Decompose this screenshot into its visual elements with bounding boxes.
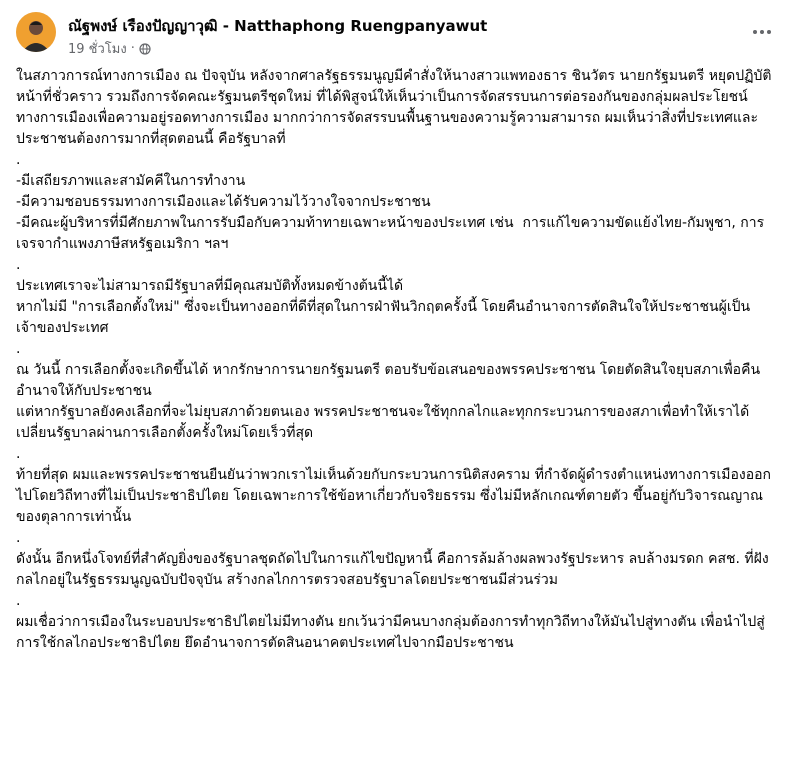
author-name[interactable]: ณัฐพงษ์ เรืองปัญญาวุฒิ - Natthaphong Ruengpanyawut: [68, 17, 488, 35]
paragraph: .: [16, 341, 21, 357]
paragraph: -มีเสถียรภาพและสามัคคีในการทำงาน: [16, 173, 246, 189]
paragraph: -มีความชอบธรรมทางการเมืองและได้รับความไว้วางใจจากประชาชน: [16, 194, 431, 210]
paragraph: ผมเชื่อว่าการเมืองในระบอบประชาธิปไตยไม่มีทางตัน ยกเว้นว่ามีคนบางกลุ่มต้องการทำทุกวิถีทางให้มันไปสู่ทางตัน เพื่อนำไปสู่การใช้กลไกอประชาธิปไตย ยึดอำนาจการตัดสินอนาคตประเทศไปจากมือประชาชน: [16, 614, 765, 651]
paragraph: .: [16, 152, 21, 168]
post-time[interactable]: 19 ชั่วโมง: [68, 42, 127, 57]
avatar[interactable]: [16, 12, 56, 52]
paragraph: -มีคณะผู้บริหารที่มีศักยภาพในการรับมือกับความท้าทายเฉพาะหน้าของประเทศ เช่น การแก้ไขความขัดแย้งไทย-กัมพูชา, การเจรจากำแพงภาษีสหรัฐอเมริกา ฯลฯ: [16, 215, 765, 252]
paragraph: ในสภาวการณ์ทางการเมือง ณ ปัจจุบัน หลังจากศาลรัฐธรรมนูญมีคำสั่งให้นางสาวแพทองธาร ชินวัตร นายกรัฐมนตรี หยุดปฏิบัติหน้าที่ชั่วคราว รวมถึงการจัดคณะรัฐมนตรีชุดใหม่ ที่ได้พิสูจน์ให้เห็นว่าเป็นการจัดสรรบนการต่อรองกันของกลุ่มผลประโยชน์ทางการเมืองเพื่อความอยู่รอดทางการเมือง มากกว่าการจัดสรรบนพื้นฐานของความรู้ความสามารถ ผมเห็นว่าสิ่งที่ประเทศและประชาชนต้องการมากที่สุดตอนนี้ คือรัฐบาลที่: [16, 68, 772, 147]
paragraph: ท้ายที่สุด ผมและพรรคประชาชนยืนยันว่าพวกเราไม่เห็นด้วยกับกระบวนการนิติสงคราม ที่กำจัดผู้ดำรงตำแหน่งทางการเมืองออกไปโดยวิถีทางที่ไม่เป็นประชาธิปไตย โดยเฉพาะการใช้ข้อหาเกี่ยวกับจริยธรรม ซึ่งไม่มีหลักเกณฑ์ตายตัว ขึ้นอยู่กับวิจารณญาณของตุลาการเท่านั้น: [16, 467, 772, 525]
post-body: [16, 66, 786, 654]
separator-dot: ·: [130, 41, 135, 56]
more-options-icon[interactable]: [748, 22, 776, 42]
paragraph: ประเทศเราจะไม่สามารถมีรัฐบาลที่มีคุณสมบัติทั้งหมดข้างต้นนี้ได้: [16, 278, 404, 294]
globe-icon: [139, 43, 151, 55]
paragraph: .: [16, 257, 21, 273]
profile-photo: [16, 12, 56, 52]
paragraph: หากไม่มี "การเลือกตั้งใหม่" ซึ่งจะเป็นทางออกที่ดีที่สุดในการฝ่าฟันวิกฤตครั้งนี้ โดยคืนอำนาจการตัดสินใจให้ประชาชนผู้เป็นเจ้าของประเทศ: [16, 299, 751, 336]
paragraph: ณ วันนี้ การเลือกตั้งจะเกิดขึ้นได้ หากรักษาการนายกรัฐมนตรี ตอบรับข้อเสนอของพรรคประชาชน โดยตัดสินใจยุบสภาเพื่อคืนอำนาจให้กับประชาชน: [16, 362, 761, 399]
paragraph: .: [16, 530, 21, 546]
post-header: [16, 12, 784, 62]
paragraph: .: [16, 593, 21, 609]
post-meta: [68, 38, 151, 59]
paragraph: .: [16, 446, 21, 462]
paragraph: ดังนั้น อีกหนึ่งโจทย์ที่สำคัญยิ่งของรัฐบาลชุดถัดไปในการแก้ไขปัญหานี้ คือการล้มล้างผลพวงรัฐประหาร ลบล้างมรดก คสช. ที่ฝังกลไกอยู่ในรัฐธรรมนูญฉบับปัจจุบัน สร้างกลไกการตรวจสอบรัฐบาลโดยประชาชนมีส่วนร่วม: [16, 551, 769, 588]
paragraph: แต่หากรัฐบาลยังคงเลือกที่จะไม่ยุบสภาด้วยตนเอง พรรคประชาชนจะใช้ทุกกลไกและทุกกระบวนการของสภาเพื่อทำให้เราได้เปลี่ยนรัฐบาลผ่านการเลือกตั้งครั้งใหม่โดยเร็วที่สุด: [16, 404, 750, 441]
